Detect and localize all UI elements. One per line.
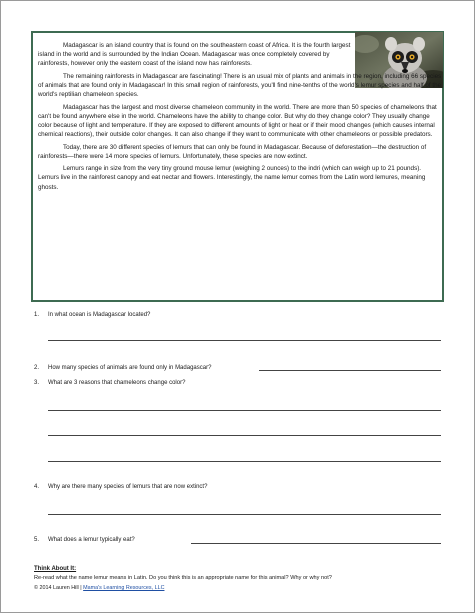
copyright-footer [34, 585, 164, 591]
answer-line[interactable] [48, 461, 441, 462]
question-1: 1. In what ocean is Madagascar located? [34, 312, 151, 318]
copyright-text: © 2014 Lauren Hill | [34, 585, 82, 591]
answer-line[interactable] [191, 543, 441, 544]
passage-paragraph-5: Lemurs range in size from the very tiny ground mouse lemur (weighing 2 ounces) to the indri (which can weigh up to 21 pounds). Lemurs live in the rainforest canopy and eat nectar and flowers. Interestingly, the name lemur comes from the Latin word lemures, meaning ghosts. [38, 165, 426, 191]
answer-line[interactable] [48, 340, 441, 341]
answer-line[interactable] [259, 370, 441, 371]
passage-paragraph-1: Madagascar is an island country that is found on the southeastern coast of Africa. It is the fourth largest island in the world and is surrounded by the Indian Ocean. Madagascar was once completely covered by rainforests, however only the eastern coast of the island now has rainforests. [38, 42, 351, 68]
answer-line[interactable] [48, 410, 441, 411]
passage-paragraph-2: The remaining rainforests in Madagascar are fascinating! There is an usual mix of plants and animals in the region, including 66 species of animals that are found only in Madagascar! In this small region of rainforests, you'll find nine-tenths of the world's lemur species and half of the world's reptilian chameleon species. [38, 72, 442, 99]
question-2: 2. How many species of animals are found only in Madagascar? [34, 365, 212, 371]
answer-line[interactable] [48, 435, 441, 436]
reading-passage [38, 41, 443, 195]
question-4: 4. Why are there many species of lemurs that are now extinct? [34, 484, 208, 490]
think-about-it-prompt: Re-read what the name lemur means in Latin. Do you think this is an appropriate name for this animal? Why or why not? [34, 575, 332, 581]
question-3: 3. What are 3 reasons that chameleons change color? [34, 380, 186, 386]
passage-paragraph-4: Today, there are 30 different species of lemurs that can only be found in Madagascar. Because of deforestation—the destruction of rainforests—there were 14 more species of lemurs. Unfortunately, these species are now extinct. [38, 143, 427, 160]
passage-paragraph-3: Madagascar has the largest and most diverse chameleon community in the world. There are more than 50 species of chameleons that can't be found anywhere else in the world. Chameleons have the ability to change color. But why do they change color? They usually change color because of light and temperature. If they are exposed to different amounts of light or heat or if their mood changes (which causes internal chemical reactions), their outside color changes. It can also change if they want to communicate with other chameleons or possible predators. [38, 103, 437, 139]
think-about-it-heading: Think About It: [34, 566, 77, 572]
publisher-link[interactable]: Mama's Learning Resources, LLC [83, 585, 165, 591]
question-5: 5. What does a lemur typically eat? [34, 537, 135, 543]
answer-line[interactable] [48, 514, 441, 515]
